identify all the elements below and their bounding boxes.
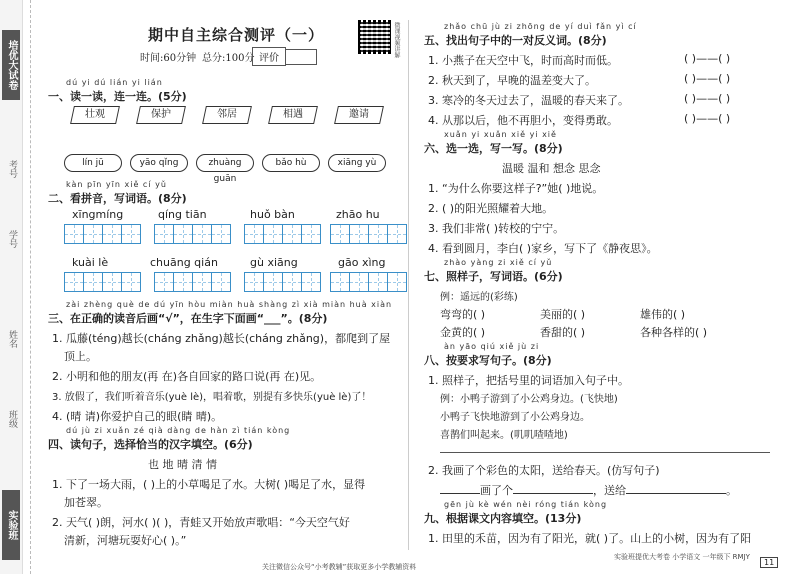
name-label: 姓名 (7, 330, 17, 348)
word-text: 相遇 (283, 109, 303, 120)
word-card[interactable] (202, 106, 252, 124)
pinyin-pill[interactable]: bǎo hù (262, 154, 320, 172)
s6-heading: 六、选一选，写一写。(8分) (424, 142, 563, 155)
s2-pinyin-1: xīngmíng (72, 208, 124, 221)
footer-note: 关注微信公众号“小考教辅”获取更多小学教辅资料 (262, 563, 417, 571)
s3-line: 2. 小明和他的朋友(再 在)各自回家的路口说(再 在)见。 (52, 370, 322, 383)
fill-blank[interactable] (513, 493, 593, 494)
s7-pinyin: zhào yàng zi xiě cí yǔ (444, 258, 553, 267)
pinyin-pill[interactable]: lín jū (64, 154, 122, 172)
s8-q2: 2. 我画了个彩色的太阳，送给春天。(仿写句子) (428, 464, 660, 477)
column-divider (408, 20, 409, 550)
s6-line: 2. ( )的阳光照耀着大地。 (428, 202, 554, 215)
s2-pinyin-8: gāo xìng (338, 256, 386, 269)
s8-example-answer: 小鸭子飞快地游到了小公鸡身边。 (440, 412, 590, 423)
s8-pinyin: àn yāo qiú xiě jù zi (444, 342, 540, 351)
word-text: 邀请 (349, 109, 369, 120)
s9-heading: 九、根据课文内容填空。(13分) (424, 512, 582, 525)
s2-heading: 二、看拼音，写词语。(8分) (48, 192, 187, 205)
s3-line: 1. 瓜藤(téng)越长(cháng zhǎng)越长(cháng zhǎng)，都爬到了屋 (52, 332, 391, 345)
s3-line: 顶上。 (64, 350, 97, 363)
word-card[interactable] (268, 106, 318, 124)
writing-grid[interactable] (244, 272, 320, 292)
writing-grid[interactable] (64, 272, 140, 292)
page-number-text: 11 (760, 557, 778, 568)
s5-heading: 五、找出句子中的一对反义词。(8分) (424, 34, 607, 47)
s9-line: 1. 田里的禾苗，因为有了阳光，就( )了。山上的小树，因为有了阳 (428, 532, 752, 545)
s7-example: 例：遥远的(彩练) (440, 292, 518, 303)
s4-pinyin: dú jù zi xuǎn zé qià dàng de hàn zì tián kòng (66, 426, 291, 435)
s6-pinyin: xuǎn yi xuǎn xiě yi xiě (444, 130, 557, 139)
s8-q1: 1. 照样子，把括号里的词语加入句子中。 (428, 374, 629, 387)
s7-blank[interactable]: 雄伟的( ) (640, 308, 686, 321)
score-field[interactable] (252, 46, 317, 66)
exam-id-label: 考号 (7, 160, 17, 178)
s8-example: 例：小鸭子游到了小公鸡身边。(飞快地) (440, 394, 618, 405)
writing-grid[interactable] (330, 272, 406, 292)
writing-grid[interactable] (330, 224, 406, 244)
s4-heading: 四、读句子，选择恰当的汉字填空。(6分) (48, 438, 253, 451)
s6-options: 温暖 温和 想念 思念 (502, 162, 601, 175)
s3-line: 4. (晴 请)你爱护自己的眼(睛 晴)。 (52, 410, 223, 423)
s4-line: 加苍翠。 (64, 496, 108, 509)
s7-heading: 七、照样子，写词语。(6分) (424, 270, 563, 283)
student-id-label: 学号 (7, 230, 17, 248)
s2-pinyin-3: huǒ bàn (250, 208, 295, 221)
total-score: 总分:100分 (202, 53, 255, 64)
s5-line: 1. 小燕子在天空中飞，时而高时而低。 (428, 54, 618, 67)
s2-pinyin-6: chuāng qián (150, 256, 218, 269)
word-card[interactable] (136, 106, 186, 124)
antonym-pair-blank[interactable]: ( )——( ) (684, 72, 731, 85)
word-text: 保护 (151, 109, 171, 120)
score-label: 评价 (252, 47, 286, 66)
s2-pinyin-5: kuài lè (72, 256, 109, 269)
qr-pattern (360, 22, 390, 52)
class-label: 班级 (7, 410, 17, 428)
s5-line: 4. 从那以后，他不再胆小，变得勇敢。 (428, 114, 618, 127)
s2-pinyin-4: zhāo hu (336, 208, 380, 221)
word-card[interactable] (70, 106, 120, 124)
pinyin-pill[interactable]: zhuàng guān (196, 154, 254, 172)
s2-pinyin-2: qíng tiān (158, 208, 207, 221)
writing-grid[interactable] (64, 224, 140, 244)
time-limit: 时间:60分钟 (140, 53, 197, 64)
antonym-pair-blank[interactable]: ( )——( ) (684, 52, 731, 65)
s7-blank[interactable]: 香甜的( ) (540, 326, 586, 339)
s1-heading: 一、读一读，连一连。(5分) (48, 90, 187, 103)
s3-heading: 三、在正确的读音后画“√”，在生字下面画“___”。(8分) (48, 312, 328, 325)
s4-options: 也 地 晴 清 情 (148, 458, 217, 471)
s5-line: 2. 秋天到了，早晚的温差变大了。 (428, 74, 596, 87)
writing-grid[interactable] (244, 224, 320, 244)
fill-text: ，送给 (593, 484, 626, 497)
s7-blank[interactable]: 弯弯的( ) (440, 308, 486, 321)
answer-line[interactable] (440, 452, 770, 453)
s7-blank[interactable]: 美丽的( ) (540, 308, 586, 321)
s2-pinyin-7: gù xiāng (250, 256, 298, 269)
pinyin-pill[interactable]: xiāng yù (328, 154, 386, 172)
cut-line (30, 0, 31, 574)
fill-blank[interactable] (440, 493, 480, 494)
fill-blank[interactable] (626, 493, 726, 494)
s8-q2-fill (440, 482, 737, 498)
fill-text: 。 (726, 484, 737, 497)
word-text: 壮观 (85, 109, 105, 120)
s4-line: 清新，河塘玩耍好心( )。” (64, 534, 187, 547)
writing-grid[interactable] (154, 224, 230, 244)
s6-line: 1. “为什么你要这样子?”她( )地说。 (428, 182, 604, 195)
s4-line: 1. 下了一场大雨，( )上的小草喝足了水。大树( )喝足了水，显得 (52, 478, 366, 491)
score-blank[interactable] (286, 49, 317, 65)
fill-text: 画了个 (480, 484, 513, 497)
brand-logo-top: 培优大试卷 (2, 30, 20, 100)
s5-pinyin: zhǎo chū jù zi zhōng de yí duì fǎn yì cí (444, 22, 637, 31)
s5-line: 3. 寒冷的冬天过去了，温暖的春天来了。 (428, 94, 629, 107)
footer-book: 实验班提优大考卷 小学语文 一年级下 RMJY (614, 553, 750, 561)
s4-line: 2. 天气( )朗，河水( )( )，青蛙又开始放声歌唱：“今天空气好 (52, 516, 350, 529)
word-text: 邻居 (217, 109, 237, 120)
s9-pinyin: gēn jù kè wén nèi róng tián kòng (444, 500, 608, 509)
page-number (760, 550, 778, 569)
s8-q1b: 喜鹊们叫起来。(叽叽喳喳地) (440, 430, 568, 441)
s7-blank[interactable]: 各种各样的( ) (640, 326, 708, 339)
s8-heading: 八、按要求写句子。(8分) (424, 354, 552, 367)
pinyin-pill[interactable]: yāo qǐng (130, 154, 188, 172)
s6-line: 3. 我们非常( )转校的宁宁。 (428, 222, 565, 235)
page-title: 期中自主综合测评（一） (148, 26, 325, 44)
s2-pinyin: kàn pīn yīn xiě cí yǔ (66, 180, 167, 189)
antonym-pair-blank[interactable]: ( )——( ) (684, 112, 731, 125)
qr-caption: 微课视频讲解 (393, 22, 400, 58)
s1-pinyin: dú yi dú lián yi lián (66, 78, 163, 87)
brand-logo-bottom: 实验班 (2, 490, 20, 560)
s7-blank[interactable]: 金黄的( ) (440, 326, 486, 339)
s6-line: 4. 看到圆月，李白( )家乡，写下了《静夜思》。 (428, 242, 658, 255)
s3-pinyin: zài zhèng què de dú yīn hòu miàn huà shàng zì xià miàn huà xiàn (66, 300, 393, 309)
word-card[interactable] (334, 106, 384, 124)
s3-line: 3. 放假了，我们听着音乐(yuè lè)，唱着歌，别提有多快乐(yuè lè)了！ (52, 392, 372, 403)
antonym-pair-blank[interactable]: ( )——( ) (684, 92, 731, 105)
writing-grid[interactable] (154, 272, 230, 292)
